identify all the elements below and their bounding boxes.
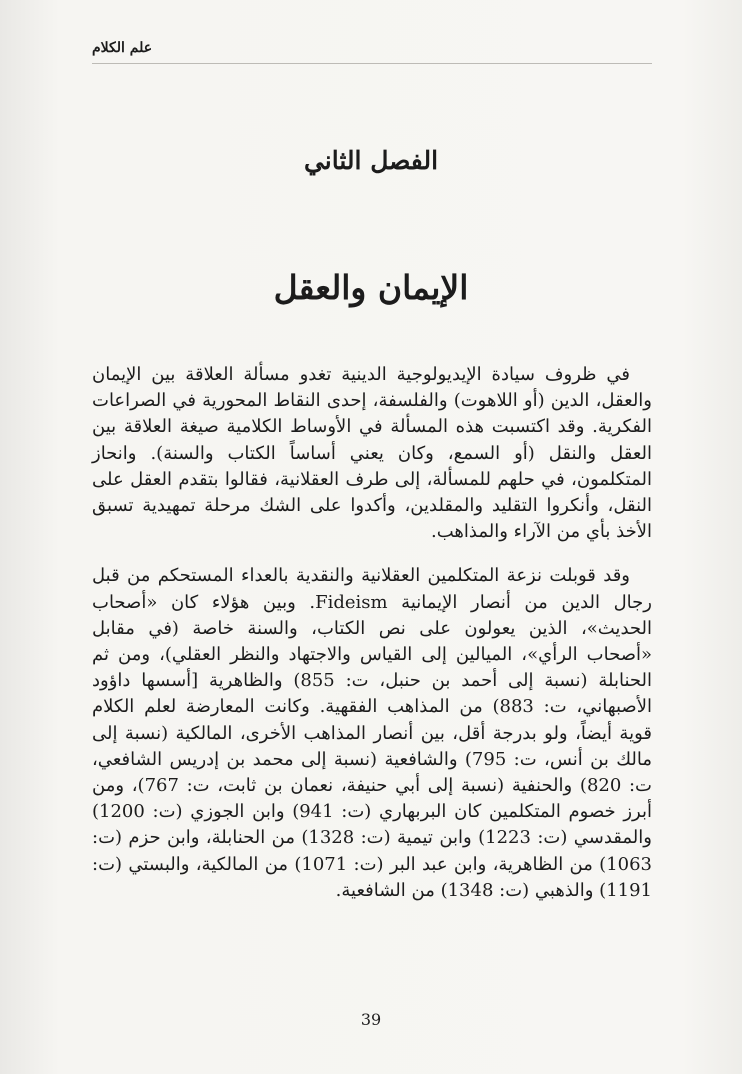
body-text <box>92 362 652 904</box>
paragraph-2: وقد قوبلت نزعة المتكلمين العقلانية والنقدية بالعداء المستحكم من قبل رجال الدين من أنصار الإيمانية Fideism. وبين هؤلاء كان «أصحاب الحديث»، الذين يعولون على نص الكتاب، والسنة خاصة (في مقابل «أصحاب الرأي»، الميالين إلى القياس والاجتهاد والنظر العقلي)، ومن ثم الحنابلة (نسبة إلى أحمد بن حنبل، ت: 855) والظاهرية [أسسها داؤود الأصبهاني، ت: 883) من المذاهب الفقهية. وكانت المعارضة لعلم الكلام قوية أيضاً، ولو بدرجة أقل، بين أنصار المذاهب الأخرى، المالكية (نسبة إلى مالك بن أنس، ت: 795) والشافعية (نسبة إلى محمد بن إدريس الشافعي، ت: 820) والحنفية (نسبة إلى أبي حنيفة، نعمان بن ثابت، ت: 767)، ومن أبرز خصوم المتكلمين كان البربهاري (ت: 941) وابن الجوزي (ت: 1200) والمقدسي (ت: 1223) وابن تيمية (ت: 1328) من الحنابلة، وابن حزم (ت: 1063) من الظاهرية، وابن عبد البر (ت: 1071) من المالكية، والبستي (ت: 1191) والذهبي (ت: 1348) من الشافعية. <box>92 565 653 901</box>
header-rule <box>92 63 652 64</box>
chapter-title: الإيمان والعقل <box>273 268 469 307</box>
running-head: علم الكلام <box>92 40 153 56</box>
chapter-label: الفصل الثاني <box>303 146 439 175</box>
paragraph-1: في ظروف سيادة الإيديولوجية الدينية تغدو مسألة العلاقة بين الإيمان والعقل، الدين (أو اللاهوت) والفلسفة، إحدى النقاط المحورية في الصراعات الفكرية. وقد اكتسبت هذه المسألة في الأوساط الكلامية صيغة العلاقة بين العقل والنقل (أو السمع، وكان يعني أساساً الكتاب والسنة). وانحاز المتكلمون، في حلهم للمسألة، إلى طرف العقلانية، فقالوا بتقدم العقل على النقل، وأنكروا التقليد والمقلدين، وأكدوا على الشك مرحلة تمهيدية تسبق الأخذ بأي من الآراء والمذاهب. <box>92 364 652 543</box>
page-number: 39 <box>360 1010 382 1029</box>
